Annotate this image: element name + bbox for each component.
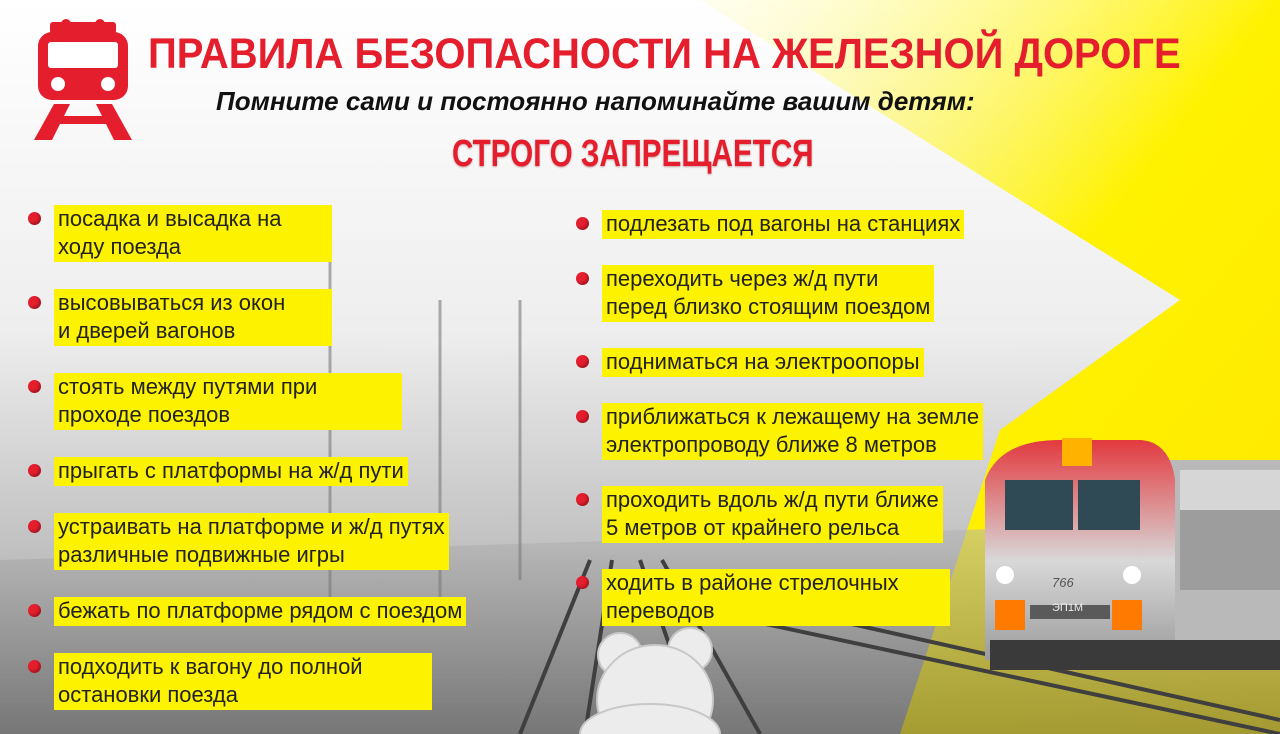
rule-item [576,348,1036,377]
rule-item [28,457,568,486]
rule-item [576,403,1036,460]
bullet-dot [576,493,589,506]
rule-item [576,265,1036,322]
rule-item [28,289,568,346]
rule-text: устраивать на платформе и ж/д путях различные подвижные игры [54,513,449,570]
rule-text: стоять между путями при проходе поездов [54,373,402,430]
bullet-dot [28,660,41,673]
rule-text: подниматься на электроопоры [602,348,924,377]
rule-text: посадка и высадка на ходу поезда [54,205,332,262]
bullet-dot [28,464,41,477]
bullet-dot [28,520,41,533]
rule-text: ходить в районе стрелочных переводов [602,569,950,626]
bullet-dot [576,272,589,285]
rule-text: высовываться из окон и дверей вагонов [54,289,332,346]
rule-text: бежать по платформе рядом с поездом [54,597,466,626]
rule-item [576,569,1036,626]
bullet-dot [28,296,41,309]
train-model: ЭП1М [1052,602,1084,614]
train-icon [30,18,136,142]
rule-item [28,513,568,570]
rule-text: прыгать с платформы на ж/д пути [54,457,408,486]
bullet-dot [576,217,589,230]
bullet-dot [576,410,589,423]
rule-text: подходить к вагону до полной остановки поезда [54,653,432,710]
rule-item [576,210,1036,239]
warning-heading: СТРОГО ЗАПРЕЩАЕТСЯ [452,133,814,175]
rule-text: переходить через ж/д пути перед близко стоящим поездом [602,265,934,322]
rule-item [28,205,568,262]
rule-item [28,373,568,430]
rule-item [576,486,1036,543]
train-number: 766 [1052,575,1074,590]
rule-text: проходить вдоль ж/д пути ближе 5 метров от крайнего рельса [602,486,943,543]
page-subtitle: Помните сами и постоянно напоминайте вашим детям: [216,86,975,116]
page-title: ПРАВИЛА БЕЗОПАСНОСТИ НА ЖЕЛЕЗНОЙ ДОРОГЕ [148,30,1181,78]
rule-item [28,653,568,710]
rule-text: приближаться к лежащему на земле электропроводу ближе 8 метров [602,403,983,460]
bullet-dot [576,355,589,368]
bullet-dot [28,212,41,225]
rules-list-left [28,205,568,710]
bullet-dot [28,380,41,393]
bullet-dot [28,604,41,617]
rule-item [28,597,568,626]
bullet-dot [576,576,589,589]
rule-text: подлезать под вагоны на станциях [602,210,964,239]
rules-list-right [576,210,1036,626]
